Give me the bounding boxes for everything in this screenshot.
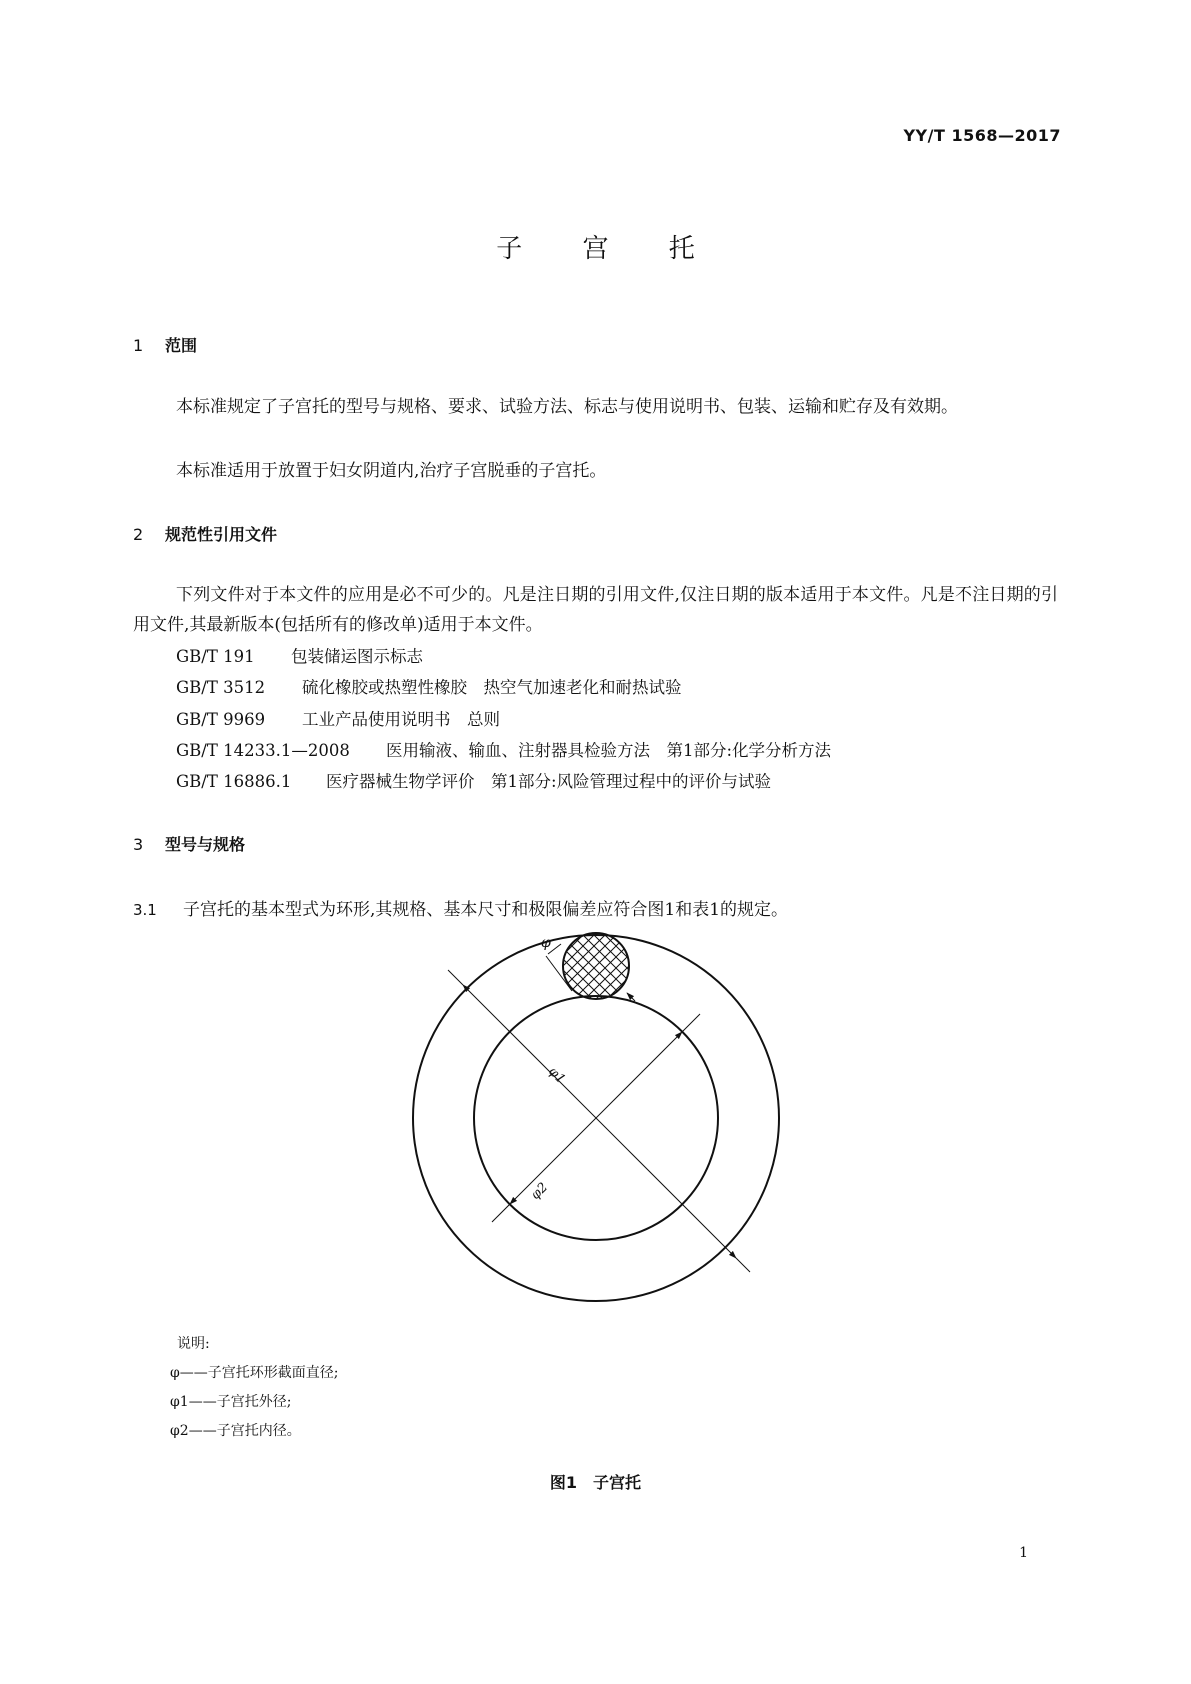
- section-title: 范围: [165, 336, 198, 355]
- paragraph: 本标准适用于放置于妇女阴道内,治疗子宫脱垂的子宫托。: [176, 461, 607, 481]
- phi1-dimension-line: [463, 985, 736, 1258]
- paragraph: 下列文件对于本文件的应用是必不可少的。凡是注日期的引用文件,仅注日期的版本适用于本文件。凡是不注日期的引用文件,其最新版本(包括所有的修改单)适用于本文件。: [133, 585, 1058, 635]
- reference-title: 医用输液、输血、注射器具检验方法 第1部分:化学分析方法: [386, 741, 832, 760]
- reference-title: 硫化橡胶或热塑性橡胶 热空气加速老化和耐热试验: [302, 678, 682, 697]
- reference-code: GB/T 14233.1—2008: [176, 741, 350, 760]
- reference-title: 工业产品使用说明书 总则: [302, 710, 500, 729]
- reference-title: 医疗器械生物学评价 第1部分:风险管理过程中的评价与试验: [326, 772, 772, 791]
- reference-code: GB/T 3512: [176, 678, 266, 697]
- section-title: 型号与规格: [165, 835, 246, 854]
- page-number: 1: [1019, 1545, 1028, 1561]
- reference-code: GB/T 191: [176, 647, 255, 666]
- phi2-label: φ2: [528, 1179, 552, 1203]
- clause-text: 子宫托的基本型式为环形,其规格、基本尺寸和极限偏差应符合图1和表1的规定。: [183, 900, 789, 920]
- section-number: 3: [133, 835, 144, 854]
- section-title: 规范性引用文件: [165, 525, 278, 544]
- section-number: 2: [133, 525, 144, 544]
- phi-label: φ: [541, 935, 551, 951]
- legend-item: φ——子宫托环形截面直径;: [170, 1365, 339, 1381]
- reference-code: GB/T 9969: [176, 710, 266, 729]
- paragraph: 本标准规定了子宫托的型号与规格、要求、试验方法、标志与使用说明书、包装、运输和贮存及有效期。: [176, 397, 958, 417]
- phi1-label: φ1: [545, 1064, 569, 1088]
- clause-number: 3.1: [133, 901, 157, 919]
- legend-item: φ1——子宫托外径;: [170, 1394, 292, 1410]
- cross-section: [563, 933, 629, 999]
- legend-item: φ2——子宫托内径。: [170, 1423, 301, 1439]
- section-number: 1: [133, 336, 144, 355]
- legend-title: 说明:: [177, 1336, 210, 1352]
- reference-code: GB/T 16886.1: [176, 772, 292, 791]
- reference-title: 包装储运图示标志: [291, 647, 423, 666]
- figure-caption: 图1 子宫托: [549, 1473, 642, 1492]
- standard-number: YY/T 1568—2017: [903, 126, 1061, 145]
- document-title: 子 宫 托: [496, 234, 721, 264]
